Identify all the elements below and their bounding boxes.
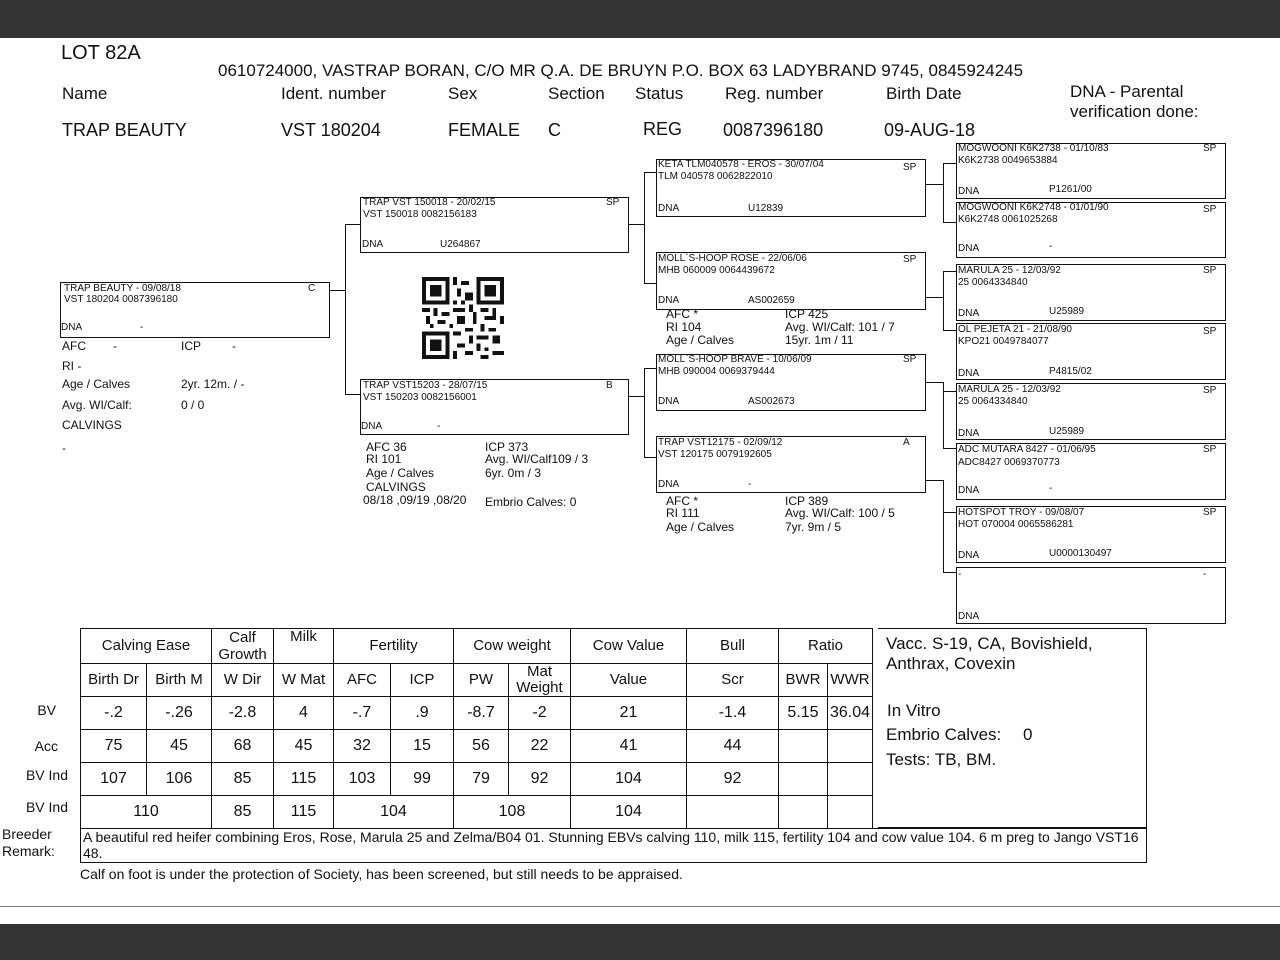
connector: [925, 480, 943, 481]
dam-tag: B: [606, 380, 613, 391]
ebv-table: [80, 628, 873, 829]
connector: [628, 224, 644, 225]
animal-sex: FEMALE: [448, 120, 521, 140]
bv-ind-summary-cell: 104: [571, 796, 687, 829]
connector: [943, 480, 944, 572]
ggp-dna-value: P4815/02: [1049, 366, 1092, 377]
subject-icp-label: ICP: [181, 339, 202, 353]
ggp-tag: SP: [1203, 265, 1217, 276]
bv-ind-cell: [779, 763, 828, 796]
name-label: Name: [62, 84, 108, 103]
ggp-id: ADC8427 0069370773: [958, 457, 1060, 468]
column-header: Birth Dr: [81, 664, 147, 697]
acc-cell: 45: [147, 730, 212, 763]
ggp-dna-label: DNA: [958, 308, 980, 319]
ggp-tag: SP: [1203, 507, 1217, 518]
bv-cell: -.2: [81, 697, 147, 730]
bv-cell: -8.7: [454, 697, 509, 730]
bv-ind-cell: 92: [509, 763, 571, 796]
sire-tag: SP: [606, 197, 620, 208]
ggp-title: ADC MUTARA 8427 - 01/06/95: [958, 444, 1096, 455]
ggp-dna-value: P1261/00: [1049, 184, 1092, 195]
gp-age-label: Age / Calves: [666, 333, 735, 347]
column-header: W Mat: [274, 664, 334, 697]
connector: [943, 391, 957, 392]
ggp-tag: -: [1203, 569, 1207, 580]
qr-code-icon: [420, 277, 506, 359]
gp-title: MOLL`S-HOOP BRAVE - 10/06/09: [658, 354, 812, 365]
lot-number: LOT 82A: [61, 42, 141, 64]
gp-icp: ICP 389: [785, 494, 829, 508]
dna-label-1: DNA - Parental: [1070, 82, 1184, 101]
ggp-tag: SP: [1203, 326, 1217, 337]
ggp-title: HOTSPOT TROY - 09/08/07: [958, 507, 1085, 518]
gp-id: VST 120175 0079192605: [658, 449, 772, 460]
row-label-bv: BV: [37, 702, 56, 718]
animal-name: TRAP BEAUTY: [62, 120, 187, 140]
gp-tag: A: [903, 437, 910, 448]
bv-cell: 5.15: [779, 697, 828, 730]
bv-cell: -.7: [334, 697, 391, 730]
gp-dna-value: -: [748, 479, 752, 490]
connector: [345, 394, 360, 395]
gp-age-value: 15yr. 1m / 11: [785, 333, 854, 347]
acc-cell: 15: [391, 730, 454, 763]
subject-wi-label: Avg. WI/Calf:: [62, 398, 132, 412]
connector: [943, 222, 957, 223]
subject-ri: RI -: [62, 359, 82, 373]
bv-ind-summary-cell: 110: [81, 796, 212, 829]
reg-label: Reg. number: [725, 84, 824, 103]
bv-ind-cell: 92: [687, 763, 779, 796]
ggp-title: MARULA 25 - 12/03/92: [958, 265, 1061, 276]
embrio-calves-label: Embrio Calves:: [886, 725, 1002, 744]
animal-reg: 0087396180: [723, 120, 824, 140]
ggp-dna-value: U25989: [1049, 426, 1085, 437]
row-label-bv-ind: BV Ind: [25, 799, 68, 815]
ggp-title: OL PEJETA 21 - 21/08/90: [958, 324, 1072, 335]
dam-icp: ICP 373: [485, 440, 529, 454]
connector: [943, 448, 957, 449]
group-header: Milk: [274, 629, 334, 664]
bv-cell: 21: [571, 697, 687, 730]
bv-cell: .9: [391, 697, 454, 730]
acc-cell: 22: [509, 730, 571, 763]
bv-cell: 36.04: [828, 697, 873, 730]
column-header: Birth M: [147, 664, 212, 697]
gp-id: MHB 060009 0064439672: [658, 265, 775, 276]
sire-id: VST 150018 0082156183: [363, 209, 477, 220]
ggp-id: HOT 070004 0065586281: [958, 519, 1074, 530]
gp-dna-label: DNA: [658, 203, 680, 214]
column-header: Mat Weight: [509, 664, 571, 697]
dam-ri: RI 101: [366, 452, 402, 466]
dam-dna-value: -: [437, 421, 441, 432]
gp-ri: RI 104: [666, 320, 702, 334]
bv-ind-summary-cell: 108: [454, 796, 571, 829]
gp-ri: RI 111: [666, 506, 700, 520]
ggp-id: K6K2738 0049653884: [958, 155, 1058, 166]
connector: [345, 224, 346, 394]
divider: [0, 906, 1280, 907]
subject-age-value: 2yr. 12m. / -: [181, 377, 245, 391]
acc-cell: 45: [274, 730, 334, 763]
acc-cell: 68: [212, 730, 274, 763]
bv-ind-cell: [828, 763, 873, 796]
ggp-tag: SP: [1203, 444, 1217, 455]
ident-label: Ident. number: [281, 84, 386, 103]
bv-ind-cell: 115: [274, 763, 334, 796]
footer-note: Calf on foot is under the protection of Society, has been screened, but still needs to be appraised.: [80, 866, 683, 882]
connector: [925, 297, 943, 298]
connector: [943, 572, 957, 573]
subject-id: VST 180204 0087396180: [64, 294, 178, 305]
group-header: Calving Ease: [81, 629, 212, 664]
bv-ind-cell: 106: [147, 763, 212, 796]
bv-ind-cell: 99: [391, 763, 454, 796]
connector: [943, 330, 957, 331]
tests: Tests: TB, BM.: [886, 750, 997, 769]
dam-age-label: Age / Calves: [366, 466, 435, 480]
ggp-dna-label: DNA: [958, 186, 980, 197]
subject-dna-label: DNA: [61, 322, 83, 333]
ggp-dna-label: DNA: [958, 611, 980, 622]
acc-cell: 41: [571, 730, 687, 763]
connector: [925, 382, 943, 383]
bottom-bar: [0, 924, 1280, 960]
bv-cell: 4: [274, 697, 334, 730]
dam-calvings-label: CALVINGS: [366, 480, 426, 494]
column-header: Value: [571, 664, 687, 697]
ggp-tag: SP: [1203, 204, 1217, 215]
row-label-bv-ind: BV Ind: [25, 767, 68, 783]
bv-ind-cell: 85: [212, 763, 274, 796]
bv-cell: -1.4: [687, 697, 779, 730]
bv-ind-cell: 104: [571, 763, 687, 796]
connector: [644, 368, 645, 458]
acc-cell: [828, 730, 873, 763]
great-grandparent-box: [956, 567, 1226, 624]
ggp-id: K6K2748 0061025268: [958, 214, 1058, 225]
column-header: BWR: [779, 664, 828, 697]
row-label-acc: Acc: [34, 738, 58, 754]
gp-dna-value: AS002659: [748, 295, 795, 306]
connector: [943, 163, 957, 164]
dam-wi: Avg. WI/Calf109 / 3: [485, 452, 589, 466]
dam-dna-label: DNA: [361, 421, 383, 432]
subject-dna-value: -: [140, 322, 144, 333]
section-label: Section: [548, 84, 605, 103]
acc-cell: 56: [454, 730, 509, 763]
gp-afc: AFC *: [666, 307, 699, 321]
ggp-dna-label: DNA: [958, 428, 980, 439]
ggp-id: KPO21 0049784077: [958, 336, 1049, 347]
ggp-dna-value: U0000130497: [1049, 548, 1112, 559]
bv-ind-summary-cell: 115: [274, 796, 334, 829]
gp-icp: ICP 425: [785, 307, 829, 321]
gp-dna-value: U12839: [748, 203, 784, 214]
dam-calvings-value: 08/18 ,09/19 ,08/20: [363, 493, 467, 507]
connector: [644, 172, 645, 284]
birth-label: Birth Date: [886, 84, 962, 103]
status-label: Status: [635, 84, 684, 103]
subject-section: C: [308, 283, 316, 294]
gp-age-value: 7yr. 9m / 5: [785, 520, 842, 534]
dna-label-2: verification done:: [1070, 102, 1199, 121]
bv-ind-summary-cell: [779, 796, 828, 829]
breeder-remark: A beautiful red heifer combining Eros, Rose, Marula 25 and Zelma/B04 01. Stunning EBVs calving 110, milk 115, fertility 104 and cow value 104. 6 m preg to Jango VST16 48.: [80, 828, 1147, 863]
subject-calvings-label: CALVINGS: [62, 418, 122, 432]
group-header: Cow Value: [571, 629, 687, 664]
column-header: ICP: [391, 664, 454, 697]
gp-wi: Avg. WI/Calf: 100 / 5: [785, 506, 895, 520]
ggp-dna-label: DNA: [958, 243, 980, 254]
gp-title: KETA TLM040578 - EROS - 30/07/04: [658, 159, 824, 170]
ggp-title: MOGWOONI K6K2738 - 01/10/83: [958, 143, 1109, 154]
ggp-dna-value: -: [1049, 483, 1053, 494]
group-header: Cow weight: [454, 629, 571, 664]
ggp-id: 25 0064334840: [958, 396, 1028, 407]
gp-id: MHB 090004 0069379444: [658, 366, 775, 377]
subject-age-label: Age / Calves: [62, 377, 131, 391]
dam-id: VST 150203 0082156001: [363, 392, 477, 403]
group-header: Fertility: [334, 629, 454, 664]
dam-embrio: Embrio Calves: 0: [485, 495, 577, 509]
animal-ident: VST 180204: [281, 120, 381, 140]
connector: [943, 271, 957, 272]
gp-dna-label: DNA: [658, 479, 680, 490]
gp-tag: SP: [903, 162, 917, 173]
dam-title: TRAP VST15203 - 28/07/15: [363, 380, 488, 391]
embrio-calves-value: 0: [1023, 725, 1033, 744]
ggp-title: -: [958, 569, 962, 580]
sire-dna-label: DNA: [362, 239, 384, 250]
animal-status: REG: [643, 119, 683, 139]
breeder-line: 0610724000, VASTRAP BORAN, C/O MR Q.A. DE BRUYN P.O. BOX 63 LADYBRAND 9745, 0845924245: [218, 61, 1024, 80]
bv-cell: -2: [509, 697, 571, 730]
group-header: Calf Growth: [212, 629, 274, 664]
connector: [925, 184, 943, 185]
group-header: Bull: [687, 629, 779, 664]
animal-section: C: [548, 120, 561, 140]
acc-cell: [779, 730, 828, 763]
in-vitro: In Vitro: [887, 701, 941, 720]
ggp-title: MARULA 25 - 12/03/92: [958, 384, 1061, 395]
ggp-id: 25 0064334840: [958, 277, 1028, 288]
top-bar: [0, 0, 1280, 38]
connector: [943, 271, 944, 331]
ggp-dna-value: U25989: [1049, 306, 1085, 317]
gp-tag: SP: [903, 354, 917, 365]
bv-ind-cell: 79: [454, 763, 509, 796]
bv-ind-cell: 103: [334, 763, 391, 796]
sire-title: TRAP VST 150018 - 20/02/15: [363, 197, 496, 208]
connector: [345, 224, 360, 225]
connector: [943, 512, 957, 513]
group-header: Ratio: [779, 629, 873, 664]
gp-id: TLM 040578 0062822010: [658, 171, 773, 182]
ggp-dna-label: DNA: [958, 485, 980, 496]
subject-afc-label: AFC: [62, 339, 86, 353]
column-header: W Dir: [212, 664, 274, 697]
ggp-title: MOGWOONI K6K2748 - 01/01/90: [958, 202, 1109, 213]
bv-cell: -.26: [147, 697, 212, 730]
subject-wi-value: 0 / 0: [181, 398, 205, 412]
ggp-tag: SP: [1203, 143, 1217, 154]
column-header: WWR: [828, 664, 873, 697]
ggp-dna-label: DNA: [958, 368, 980, 379]
gp-afc: AFC *: [666, 494, 699, 508]
column-header: Scr: [687, 664, 779, 697]
sire-dna-value: U264867: [440, 239, 481, 250]
bv-cell: -2.8: [212, 697, 274, 730]
breeder-remark-label: Breeder Remark:: [2, 826, 55, 859]
gp-dna-value: AS002673: [748, 396, 795, 407]
gp-title: TRAP VST12175 - 02/09/12: [658, 437, 783, 448]
acc-cell: 75: [81, 730, 147, 763]
acc-cell: 44: [687, 730, 779, 763]
gp-tag: SP: [903, 254, 917, 265]
dam-age-value: 6yr. 0m / 3: [485, 466, 542, 480]
bv-ind-cell: 107: [81, 763, 147, 796]
gp-dna-label: DNA: [658, 396, 680, 407]
bv-ind-summary-cell: 85: [212, 796, 274, 829]
ggp-tag: SP: [1203, 385, 1217, 396]
connector: [329, 290, 345, 291]
bv-ind-summary-cell: [687, 796, 779, 829]
sex-label: Sex: [448, 84, 478, 103]
connector: [628, 396, 644, 397]
bv-ind-summary-cell: [828, 796, 873, 829]
ggp-dna-label: DNA: [958, 550, 980, 561]
dam-afc: AFC 36: [366, 440, 407, 454]
bv-ind-summary-cell: 104: [334, 796, 454, 829]
subject-calvings-value: -: [62, 441, 66, 455]
subject-afc-value: -: [113, 339, 117, 353]
connector: [943, 163, 944, 223]
animal-birth: 09-AUG-18: [884, 120, 976, 140]
column-header: PW: [454, 664, 509, 697]
gp-age-label: Age / Calves: [666, 520, 735, 534]
subject-icp-value: -: [232, 339, 236, 353]
column-header: AFC: [334, 664, 391, 697]
subject-title: TRAP BEAUTY - 09/08/18: [64, 283, 181, 294]
ggp-dna-value: -: [1049, 241, 1053, 252]
gp-title: MOLL`S-HOOP ROSE - 22/06/06: [658, 253, 807, 264]
vaccination-notes: Vacc. S-19, CA, Bovishield, Anthrax, Covexin: [886, 634, 1093, 673]
gp-wi: Avg. WI/Calf: 101 / 7: [785, 320, 895, 334]
acc-cell: 32: [334, 730, 391, 763]
gp-dna-label: DNA: [658, 295, 680, 306]
